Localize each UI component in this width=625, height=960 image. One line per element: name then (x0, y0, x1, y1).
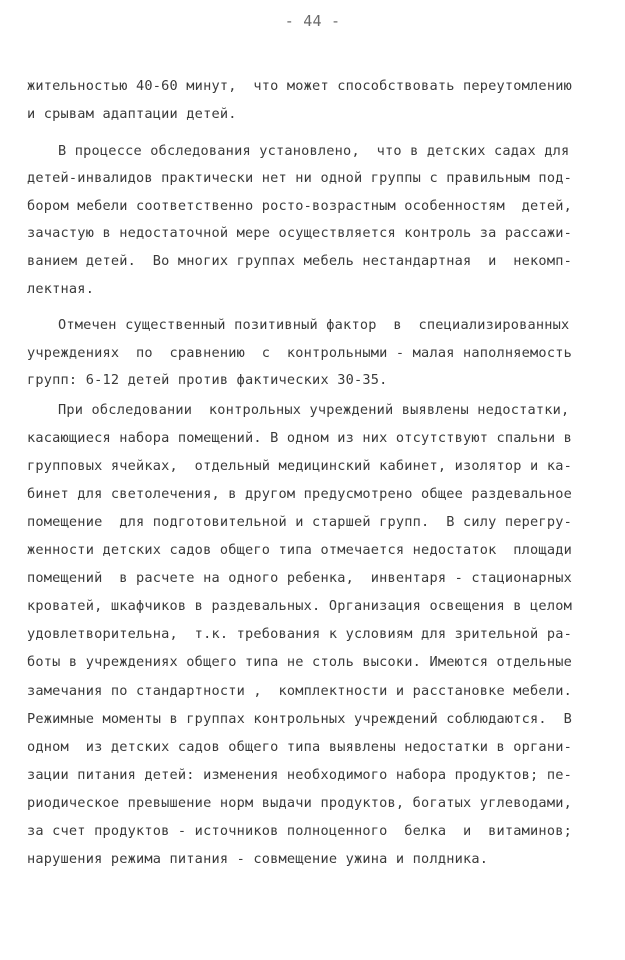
text-line: одном из детских садов общего типа выявлены недостатки в органи- (27, 739, 572, 755)
text-line: замечания по стандартности , комплектности и расстановке мебели. (27, 683, 572, 699)
text-line: бинет для светолечения, в другом предусмотрено общее раздевальное (27, 486, 572, 502)
text-line: зации питания детей: изменения необходимого набора продуктов; пе- (27, 767, 572, 783)
text-line: зачастую в недостаточной мере осуществляется контроль за рассажи- (27, 225, 572, 241)
text-line: жительностью 40-60 минут, что может способствовать переутомлению (27, 78, 572, 94)
text-line: помещений в расчете на одного ребенка, инвентаря - стационарных (27, 570, 572, 586)
text-line: Режимные моменты в группах контрольных учреждений соблюдаются. В (27, 711, 572, 727)
text-line: лектная. (27, 281, 95, 297)
text-line: женности детских садов общего типа отмечается недостаток площади (27, 542, 572, 558)
text-line: учреждениях по сравнению с контрольными - малая наполняемость (27, 345, 572, 361)
text-line: групп: 6-12 детей против фактических 30-35. (27, 372, 388, 388)
text-line: касающиеся набора помещений. В одном из них отсутствуют спальни в (27, 430, 572, 446)
text-line: боты в учреждениях общего типа не столь высоки. Имеются отдельные (27, 654, 572, 670)
text-line: В процессе обследования установлено, что в детских садах для (58, 143, 570, 159)
text-line: ванием детей. Во многих группах мебель нестандартная и некомп- (27, 253, 572, 269)
text-line: удовлетворительна, т.к. требования к условиям для зрительной ра- (27, 626, 572, 642)
text-line: за счет продуктов - источников полноценного белка и витаминов; (27, 823, 572, 839)
text-line: нарушения режима питания - совмещение ужина и полдника. (27, 851, 489, 867)
text-line: При обследовании контрольных учреждений выявлены недостатки, (58, 402, 570, 418)
text-line: Отмечен существенный позитивный фактор в специализированных (58, 317, 570, 333)
text-line: бором мебели соответственно росто-возрастным особенностям детей, (27, 198, 572, 214)
text-line: и срывам адаптации детей. (27, 106, 237, 122)
text-line: детей-инвалидов практически нет ни одной группы с правильным под- (27, 170, 572, 186)
text-line: помещение для подготовительной и старшей групп. В силу перегру- (27, 514, 572, 530)
text-line: кроватей, шкафчиков в раздевальных. Организация освещения в целом (27, 598, 572, 614)
page-number: - 44 - (284, 12, 341, 30)
text-line: риодическое превышение норм выдачи продуктов, богатых углеводами, (27, 795, 572, 811)
text-line: групповых ячейках, отдельный медицинский кабинет, изолятор и ка- (27, 458, 572, 474)
